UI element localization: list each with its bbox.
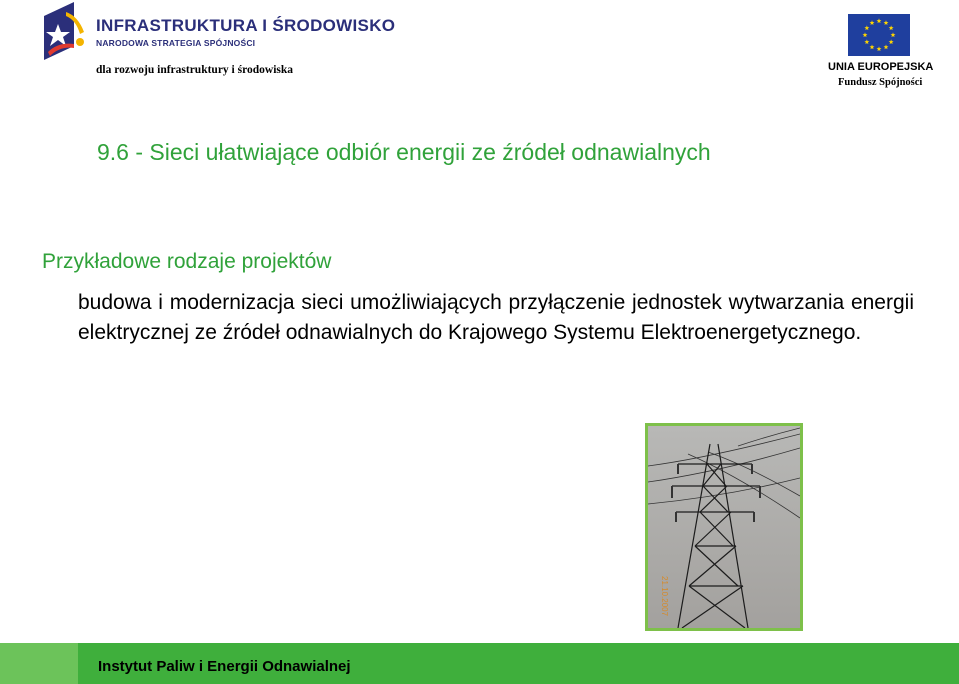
footer-bar-accent [0, 643, 78, 684]
eu-flag-icon [848, 14, 910, 56]
eu-title: UNIA EUROPEJSKA [828, 61, 934, 73]
program-logo-subtitle: NARODOWA STRATEGIA SPÓJNOŚCI [96, 38, 256, 48]
photo-date-stamp: 21.10.2007 [660, 576, 669, 617]
slide-title: 9.6 - Sieci ułatwiające odbiór energii ze źródeł odnawialnych [97, 139, 711, 165]
footer-institute-name: Instytut Paliw i Energii Odnawialnej [98, 658, 351, 675]
power-pylon-image [648, 426, 800, 628]
section-heading: Przykładowe rodzaje projektów [42, 250, 332, 273]
transmission-tower-photo [645, 423, 803, 631]
eu-fund-name: Fundusz Spójności [838, 77, 923, 88]
program-logo-title: INFRASTRUKTURA I ŚRODOWISKO [96, 16, 396, 35]
program-logo-icon [44, 2, 86, 60]
program-logo [44, 2, 396, 62]
header-tagline: dla rozwoju infrastruktury i środowiska [96, 64, 294, 76]
project-description: budowa i modernizacja sieci umożliwiających przyłączenie jednostek wytwarzania energii elektrycznej ze źródeł odnawialnych do Krajowego Systemu Elektroenergetycznego. [78, 291, 914, 344]
